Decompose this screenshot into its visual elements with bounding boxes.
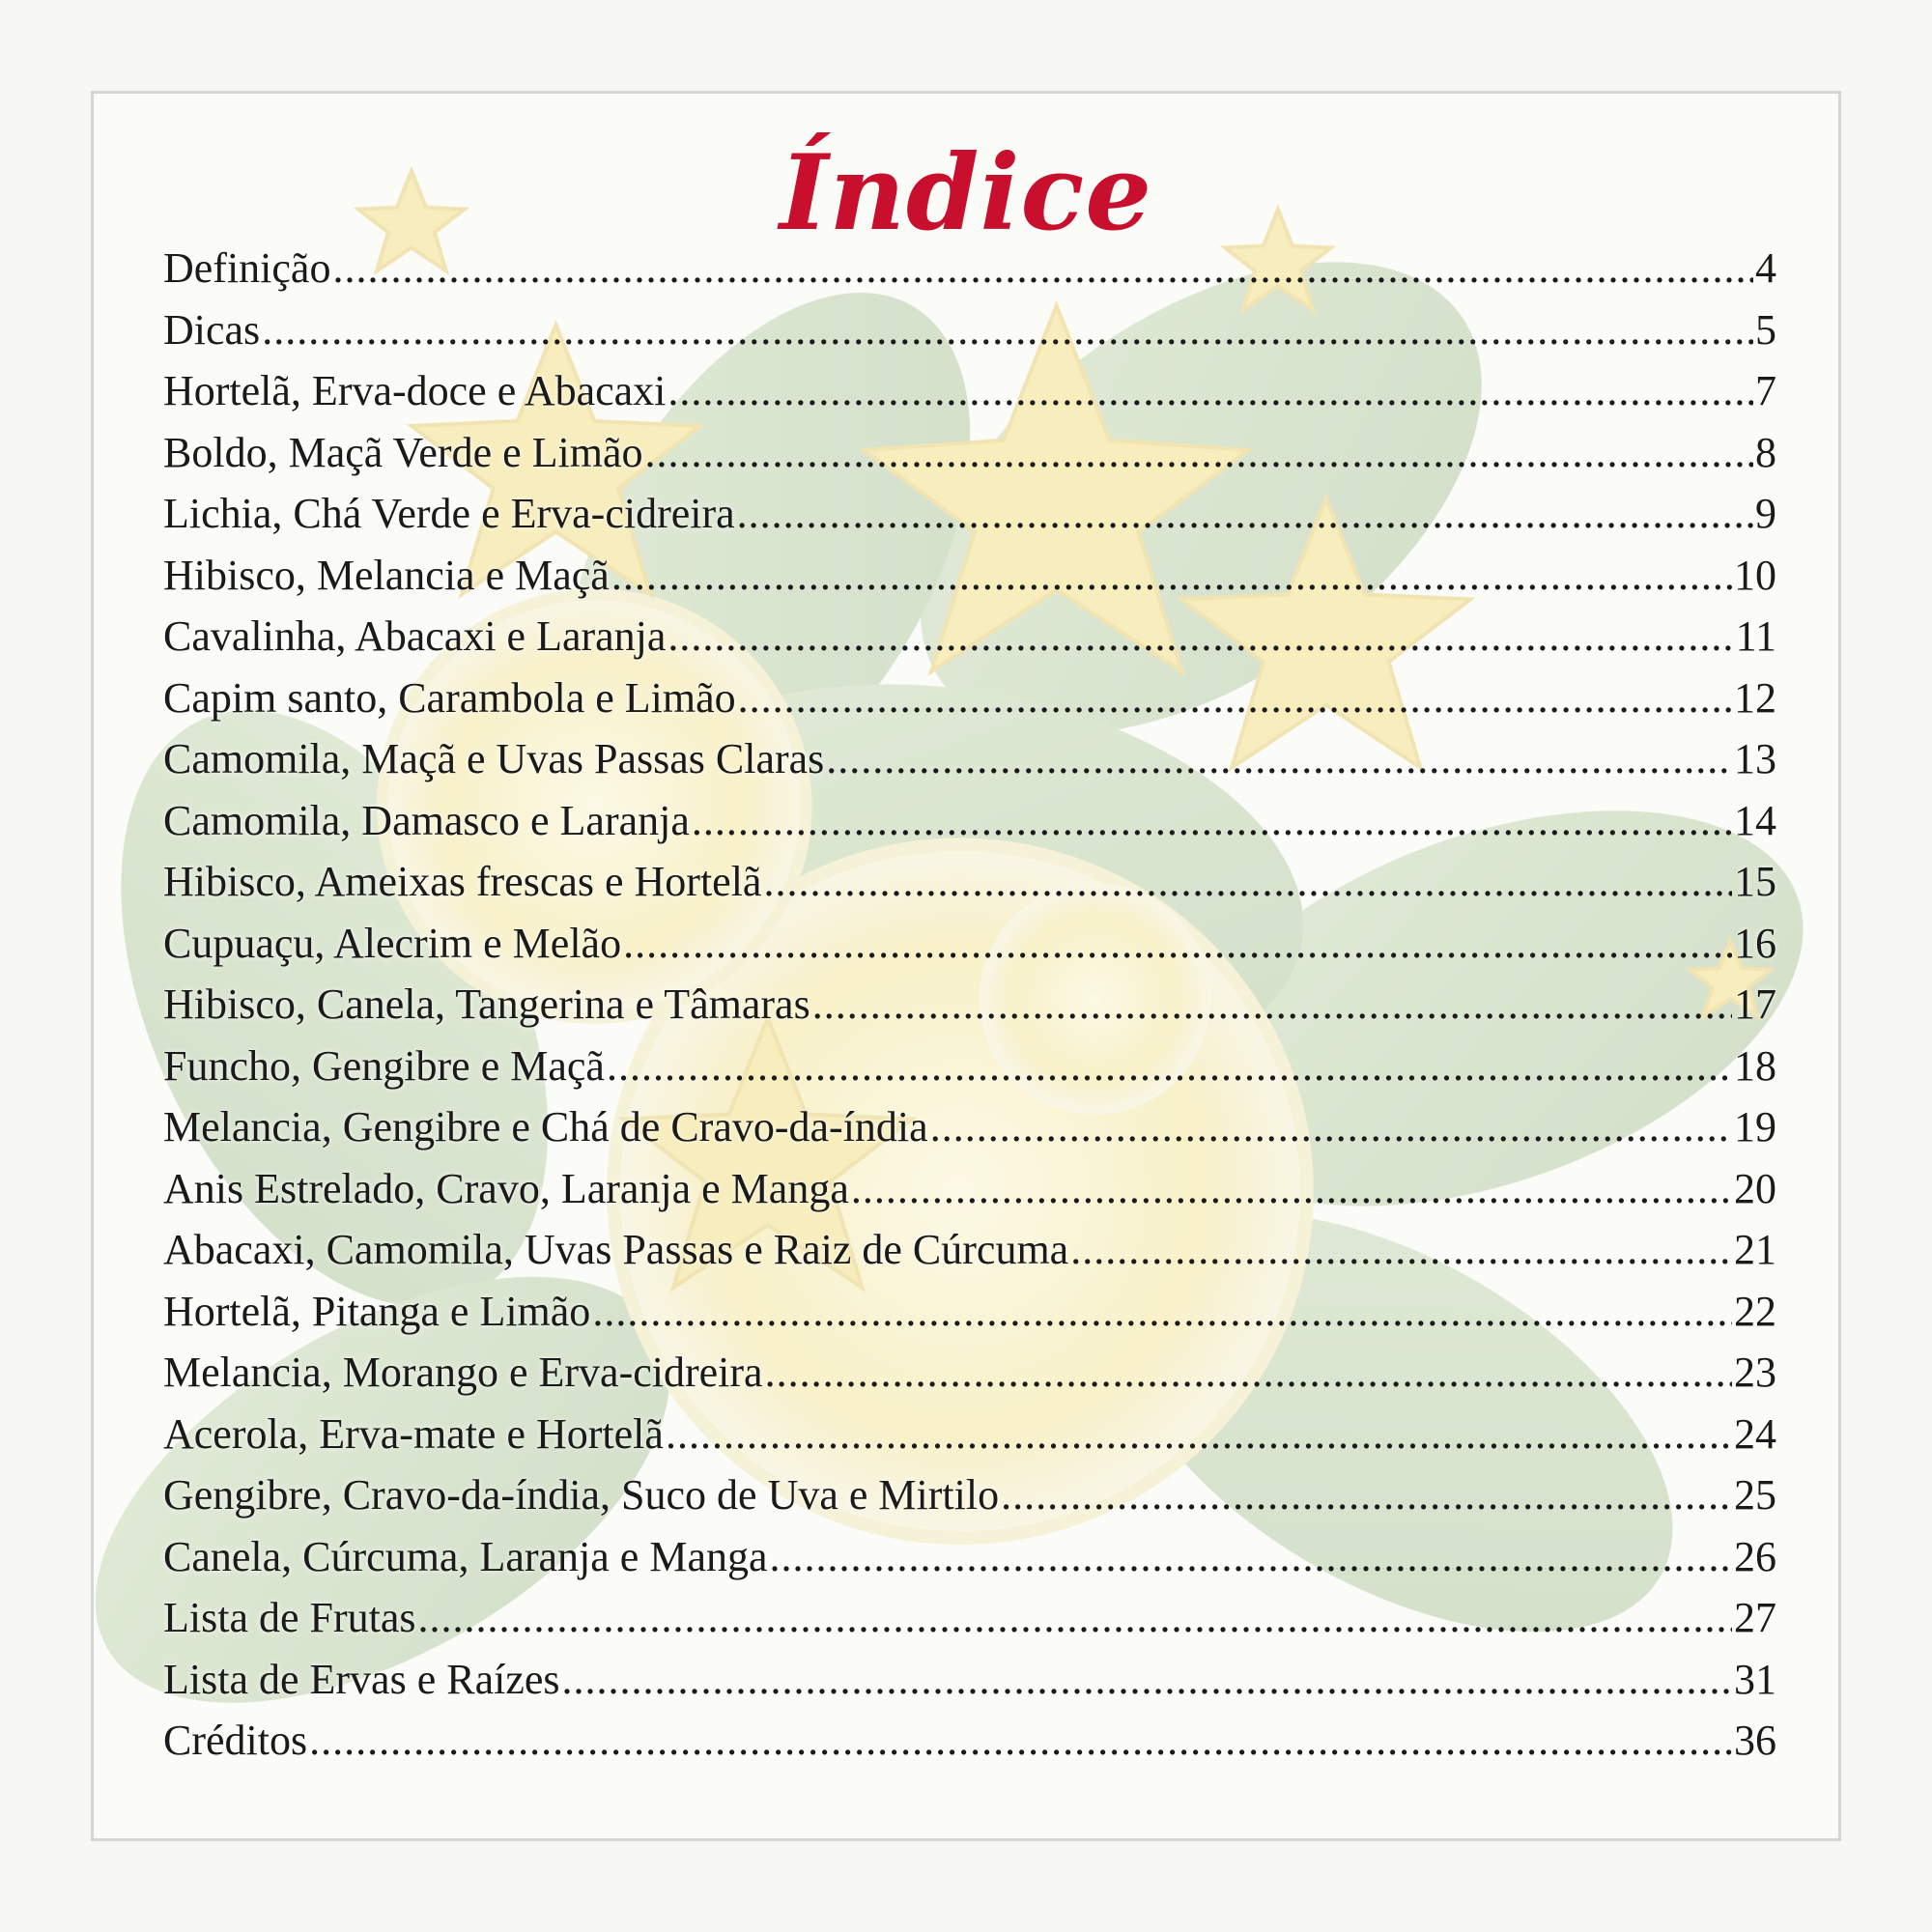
toc-page-number: 10 — [1734, 551, 1776, 599]
toc-entry-title: Camomila, Maçã e Uvas Passas Claras — [163, 735, 825, 782]
toc-page-number: 14 — [1734, 796, 1776, 844]
toc-page-number: 36 — [1734, 1717, 1776, 1764]
toc-entry-title: Melancia, Gengibre e Chá de Cravo-da-índia — [163, 1103, 928, 1151]
dot-leader — [592, 1287, 1732, 1336]
toc-entry-title: Hibisco, Canela, Tangerina e Tâmaras — [163, 980, 810, 1028]
toc-entry-title: Definição — [163, 244, 331, 292]
dot-leader — [666, 1409, 1732, 1459]
dot-leader — [668, 366, 1753, 415]
toc-entry-title: Melancia, Morango e Erva-cidreira — [163, 1349, 763, 1396]
toc-entry[interactable] — [163, 734, 1776, 796]
toc-entry[interactable] — [163, 489, 1776, 551]
toc-page-number: 22 — [1734, 1287, 1776, 1335]
toc-page-number: 11 — [1735, 612, 1776, 660]
toc-page-number: 17 — [1734, 980, 1776, 1028]
page-title: Índice — [779, 132, 1153, 254]
dot-leader — [623, 919, 1732, 968]
toc-entry[interactable] — [163, 857, 1776, 919]
dot-leader — [851, 1164, 1732, 1213]
toc-page-number: 21 — [1734, 1226, 1776, 1273]
dot-leader — [607, 1041, 1732, 1091]
dot-leader — [737, 489, 1753, 538]
toc-page-number: 27 — [1734, 1594, 1776, 1641]
toc-entry[interactable] — [163, 611, 1776, 673]
toc-page-number: 7 — [1755, 367, 1776, 414]
toc-entry-title: Lista de Ervas e Raízes — [163, 1655, 560, 1703]
toc-entry-title: Boldo, Maçã Verde e Limão — [163, 428, 643, 476]
toc-entry[interactable] — [163, 1593, 1776, 1655]
toc-page-number: 19 — [1734, 1103, 1776, 1151]
toc-entry[interactable] — [163, 673, 1776, 735]
toc-page-number: 13 — [1734, 735, 1776, 782]
toc-page-number: 31 — [1734, 1655, 1776, 1703]
toc-entry[interactable] — [163, 1532, 1776, 1594]
toc-page-number: 5 — [1755, 305, 1776, 354]
dot-leader — [826, 734, 1732, 783]
dot-leader — [692, 796, 1732, 845]
toc-entry-title: Funcho, Gengibre e Maçã — [163, 1041, 605, 1090]
toc-entry[interactable] — [163, 1409, 1776, 1471]
toc-entry-title: Canela, Cúrcuma, Laranja e Manga — [163, 1532, 768, 1580]
toc-page-number: 4 — [1755, 244, 1776, 292]
dot-leader — [562, 1655, 1732, 1704]
dot-leader — [770, 1532, 1733, 1581]
dot-leader — [332, 243, 1753, 293]
toc-entry[interactable] — [163, 1287, 1776, 1349]
dot-leader — [930, 1102, 1732, 1151]
toc-page-number: 24 — [1734, 1409, 1776, 1458]
dot-leader — [644, 428, 1753, 477]
toc-entry[interactable] — [163, 551, 1776, 612]
toc-entry[interactable] — [163, 980, 1776, 1041]
toc-entry[interactable] — [163, 919, 1776, 980]
toc-entry[interactable] — [163, 1041, 1776, 1103]
toc-entry-title: Acerola, Erva-mate e Hortelã — [163, 1409, 664, 1458]
toc-page-number: 20 — [1734, 1164, 1776, 1212]
dot-leader — [812, 980, 1732, 1029]
dot-leader — [309, 1716, 1732, 1765]
toc-entry-title: Cupuaçu, Alecrim e Melão — [163, 919, 622, 967]
toc-entry-title: Abacaxi, Camomila, Uvas Passas e Raiz de Cúrcuma — [163, 1226, 1069, 1273]
toc-entry[interactable] — [163, 305, 1776, 367]
toc-entry-title: Anis Estrelado, Cravo, Laranja e Manga — [163, 1164, 849, 1212]
toc-entry-title: Lichia, Chá Verde e Erva-cidreira — [163, 490, 735, 537]
toc-page-number: 16 — [1734, 919, 1776, 967]
dot-leader — [738, 673, 1732, 723]
toc-page-number: 25 — [1734, 1471, 1776, 1519]
toc-page-number: 9 — [1755, 490, 1776, 537]
toc-page-number: 12 — [1734, 673, 1776, 722]
toc-entry-title: Hortelã, Erva-doce e Abacaxi — [163, 367, 667, 414]
toc-entry[interactable] — [163, 1716, 1776, 1777]
toc-entry-title: Hibisco, Melancia e Maçã — [163, 551, 610, 599]
toc-entry-title: Créditos — [163, 1717, 308, 1764]
toc-entry[interactable] — [163, 1102, 1776, 1164]
dot-leader — [1070, 1225, 1732, 1274]
toc-entry[interactable] — [163, 243, 1776, 305]
toc-entry[interactable] — [163, 428, 1776, 490]
toc-entry-title: Gengibre, Cravo-da-índia, Suco de Uva e Mirtilo — [163, 1471, 1000, 1519]
dot-leader — [1001, 1470, 1732, 1520]
toc-entry-title: Camomila, Damasco e Laranja — [163, 796, 690, 844]
toc-entry[interactable] — [163, 1470, 1776, 1532]
dot-leader — [262, 305, 1753, 355]
table-of-contents — [163, 243, 1776, 1777]
toc-entry-title: Dicas — [163, 305, 261, 354]
toc-entry[interactable] — [163, 796, 1776, 858]
toc-page-number: 15 — [1734, 858, 1776, 905]
toc-page-number: 26 — [1734, 1532, 1776, 1580]
toc-entry[interactable] — [163, 1655, 1776, 1717]
toc-entry-title: Cavalinha, Abacaxi e Laranja — [163, 612, 667, 660]
toc-entry[interactable] — [163, 366, 1776, 428]
toc-page-number: 8 — [1755, 428, 1776, 476]
toc-entry-title: Hibisco, Ameixas frescas e Hortelã — [163, 858, 762, 905]
dot-leader — [668, 611, 1733, 661]
toc-entry-title: Hortelã, Pitanga e Limão — [163, 1287, 591, 1335]
toc-page-number: 18 — [1734, 1041, 1776, 1090]
dot-leader — [611, 551, 1732, 600]
index-page — [91, 91, 1841, 1841]
dot-leader — [418, 1593, 1732, 1642]
toc-entry-title: Lista de Frutas — [163, 1594, 416, 1641]
toc-entry[interactable] — [163, 1164, 1776, 1226]
dot-leader — [765, 1348, 1732, 1397]
dot-leader — [763, 857, 1732, 906]
toc-entry[interactable] — [163, 1348, 1776, 1409]
toc-entry-title: Capim santo, Carambola e Limão — [163, 673, 736, 722]
toc-entry[interactable] — [163, 1225, 1776, 1287]
toc-page-number: 23 — [1734, 1349, 1776, 1396]
